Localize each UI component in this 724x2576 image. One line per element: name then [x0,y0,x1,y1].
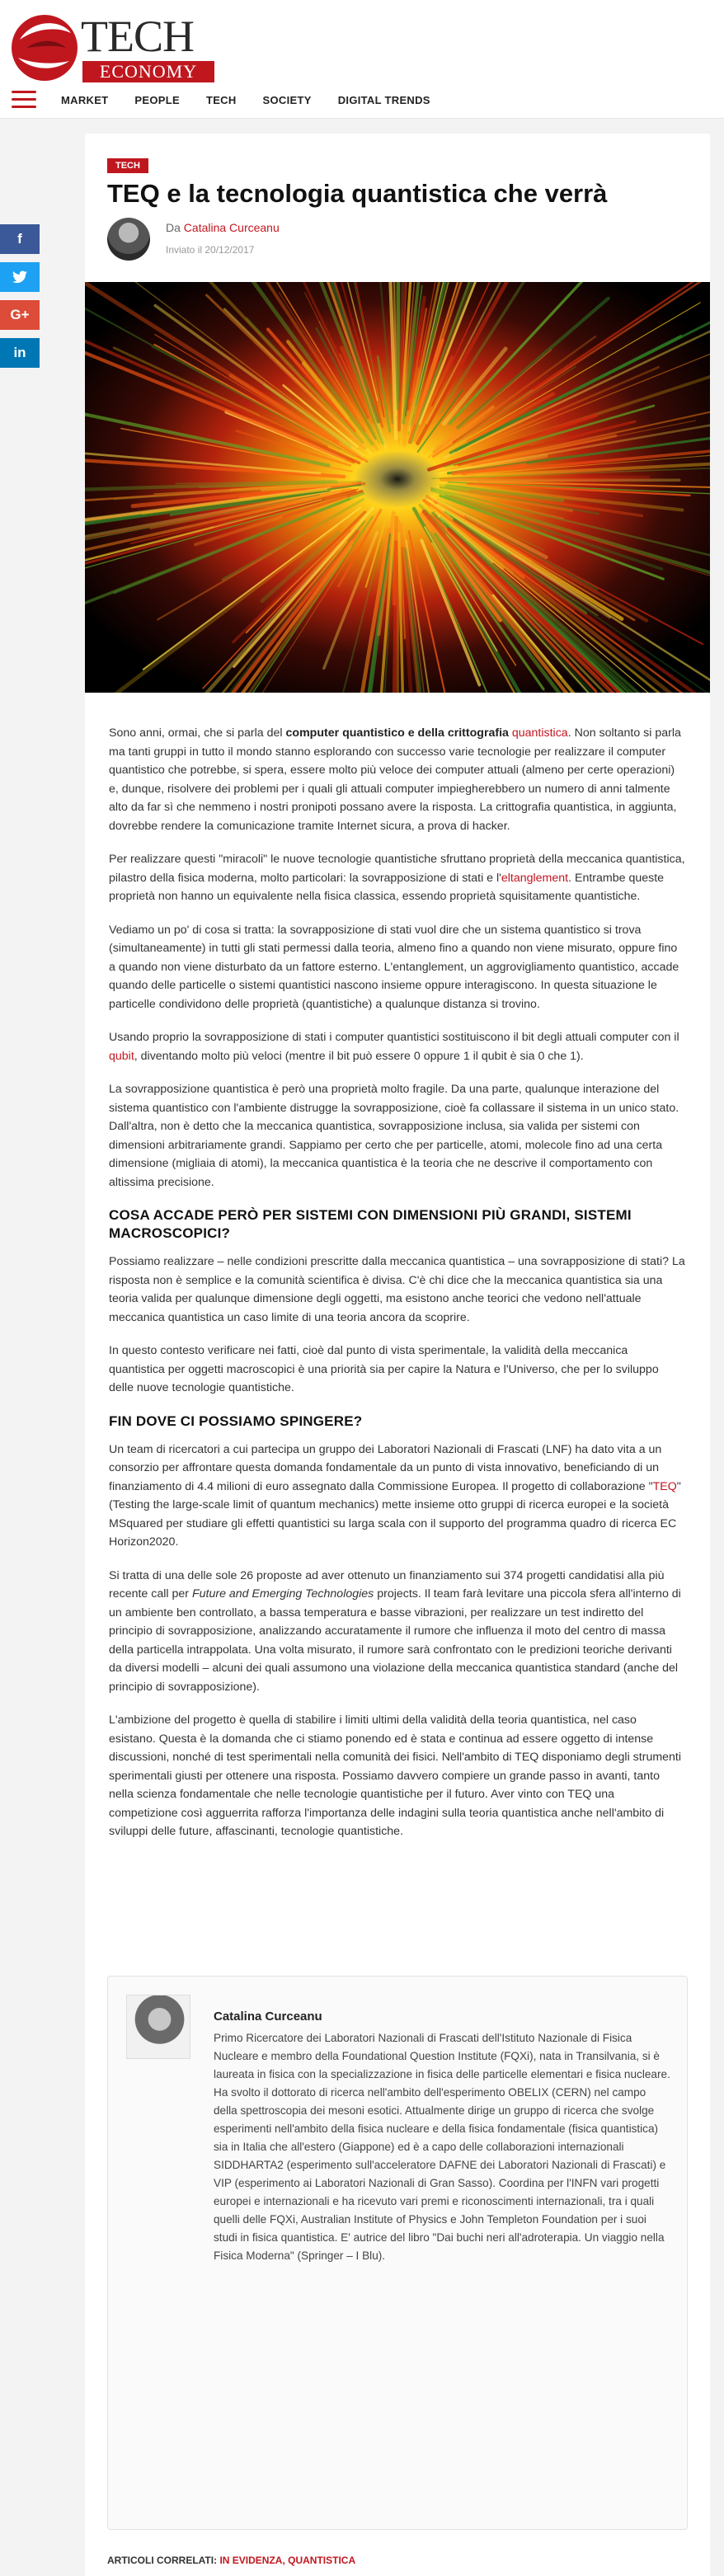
social-share-bar [0,224,40,376]
bio-text: Primo Ricercatore dei Laboratori Nazionali di Frascati dell'Istituto Nazionale di Fisica Nucleare e membro della Foundational Question Institute (FQXi), nata in Transilvania, si è laureata in fisica con la specializzazione in fisica delle particelle elementari e fisica nucleare. Ha svolto il dottorato di ricerca nell'ambito dell'esperimento OBELIX (CERN) nel campo della spettroscopia dei mesoni esotici. Attualmente dirige un gruppo di ricerca che svolge esperimenti nell'ambito della fisica nucleare e della fisica fondamentale (fisica quantistica) sia in Italia che all'estero (Giappone) ed è a capo delle collaborazioni internazionali SIDDHARTA2 (esperimento sull'acceleratore DAFNE dei Laboratori Nazionali di Frascati) e VIP (esperimento ai Laboratori Nazionali di Gran Sasso). Coordina per l'INFN vari progetti europei e internazionali e ha ricevuto vari premi e riconoscimenti internazionali, tra i quali quelli delle FQXi, Australian Institute of Physics e John Templeton Foundation per i suoi studi in fisica quantistica. E' autrice del libro "Dai buchi neri all'adroterapia. Un viaggio nella Fisica Moderna" (Springer – I Blu). [214,2032,670,2262]
paragraph: La sovrapposizione quantistica è però una proprietà molto fragile. Da una parte, qualunque interazione del sistema quantistico con l'ambiente distrugge la sovrapposizione, cioè fa collassare il sistema in un unico stato. Dall'altra, non è detto che la meccanica quantistica, sovrapposizione inclusa, sia valida per sistemi con dimensioni arbitrariamente grandi. Sappiamo per certo che per particelle, atomi, molecole fino ad una certa dimensione (migliaia di atomi), la meccanica quantistica è la teoria che ne descrive il comportamento con altissima precisione. [109,1083,679,1189]
author-link[interactable]: Catalina Curceanu [183,221,280,234]
paragraph: L'ambizione del progetto è quella di stabilire i limiti ultimi della validità della teoria quantistica, nel caso esistano. Questa è la domanda che ci stiamo ponendo ed è stata e continua ad essere oggetto di intense discussioni, nonché di test sperimentali nella comunità dei fisici. Nell'ambito di TEQ disponiamo degli strumenti sperimentali giusti per ottenere una risposta. Possiamo davvero compiere un grande passo in avanti, tanto nella scienza fondamentale che nelle tecnologie quantistiche per il futuro. Aver vinto con TEQ una competizione così agguerrita rafforza l'importanza delle indagini sulla teoria quantistica anche nell'ambito di sviluppi delle future, affascinanti, tecnologie quantistiche. [109,1713,682,1838]
nav-item-society[interactable]: SOCIETY [262,94,312,106]
hero-image [85,282,710,693]
facebook-icon[interactable]: f [0,224,40,254]
twitter-icon[interactable] [0,262,40,292]
logo-mark [12,15,78,81]
article-title: TEQ e la tecnologia quantistica che verrà [107,179,608,208]
article-card [85,134,710,2576]
related-links[interactable]: IN EVIDENZA, QUANTISTICA [219,2555,356,2566]
paragraph: Possiamo realizzare – nelle condizioni prescritte dalla meccanica quantistica – una sovrapposizione di stati? La risposta non è semplice e la comunità scientifica è divisa. C'è chi dice che la meccanica quantistica sia una teoria valida per qualunque dimensione degli oggetti, ma esistono anche teorici che vedono nell'attuale meccanica quantistica un caso limite di una teoria ancora da scoprire. [109,1255,685,1324]
paragraph: Usando proprio la sovrapposizione di stati i computer quantistici sostituiscono il bit degli attuali computer con il qubit, diventando molto più veloci (mentre il bit può essere 0 oppure 1 il qubit è sia 0 che 1). [109,1031,679,1063]
menu-icon[interactable] [12,91,38,110]
nav-item-tech[interactable]: TECH [205,94,237,106]
paragraph: In questo contesto verificare nei fatti, cioè dal punto di vista sperimentale, la validità della meccanica quantistica per oggetti macroscopici è una priorità sia per capire la Natura e l'Universo, che per lo sviluppo delle nuove tecnologie quantistiche. [109,1344,659,1394]
nav-item-market[interactable]: MARKET [61,94,109,106]
hero-burst-graphic [85,282,710,693]
byline-prefix: Da [166,221,181,234]
article-body [109,724,686,1856]
link-quantistica[interactable]: quantistica [511,726,568,740]
section-heading: COSA ACCADE PERÒ PER SISTEMI CON DIMENSIONI PIÙ GRANDI, SISTEMI MACROSCOPICI? [109,1207,632,1241]
post-date: Inviato il 20/12/2017 [166,244,255,256]
paragraph: Sono anni, ormai, che si parla del computer quantistico e della crittografia quantistica. Non soltanto si parla ma tanti gruppi in tutto il mondo stanno esplorando con successo varie tecnologie per realizzare il computer quantistico che potrebbe, si spera, essere molto più veloce dei computer attuali (almeno per certe operazioni) e, dunque, risolvere dei problemi per i quali gli attuali computer impiegherebbero un numero di anni talmente alto da far sì che nemmeno i nostri pronipoti possano avere la risposta. La crittografia quantistica, in aggiunta, dovrebbe rendere la comunicazione tramite Internet sicura, a prova di hacker. [109,726,681,833]
author-bio-box [107,1976,688,2530]
author-avatar[interactable] [107,218,150,261]
link-qubit[interactable]: qubit [109,1049,134,1063]
category-tag[interactable]: TECH [107,158,148,173]
nav-item-people[interactable]: PEOPLE [134,94,180,106]
related-label: ARTICOLI CORRELATI: [107,2555,218,2566]
paragraph: Vediamo un po' di cosa si tratta: la sovrapposizione di stati vuol dire che un sistema quantistico si trova (simultaneamente) in tutti gli stati permessi dalla teoria, almeno fino a quando non viene misurato, oppure fino a quando non viene disturbato da un fattore esterno. L'entanglement, un aggrovigliamento quantistico, accade quando delle particelle o sistemi quantistici nascono insieme oppure interagiscono. In questa situazione le particelle condividono delle proprietà (quantistiche) a qualunque distanza si trovino. [109,923,679,1011]
site-header [0,0,724,119]
linkedin-icon[interactable]: in [0,338,40,368]
paragraph: Per realizzare questi "miracoli" le nuove tecnologie quantistiche sfruttano proprietà della meccanica quantistica, pilastro della fisica moderna, molto particolari: la sovrapposizione di stati e l'eltanglement. Entrambe queste proprietà non hanno un equivalente nella fisica classica, essendo proprietà squisitamente quantistiche. [109,853,685,903]
byline [166,221,280,234]
google-plus-icon[interactable]: G+ [0,300,40,330]
bio-avatar[interactable] [126,1995,190,2059]
site-logo[interactable] [12,13,209,81]
logo-text-top: TECH [81,12,194,61]
paragraph: Un team di ricercatori a cui partecipa un gruppo dei Laboratori Nazionali di Frascati (LNF) ha dato vita a un consorzio per affrontare questa domanda fondamentale da un punto di vista innovativo, beneficiando di un finanziamento di 4.4 milioni di euro assegnato dalla Commissione Europea. Il progetto di collaborazione "TEQ" (Testing the large-scale limit of quantum mechanics) mette insieme otto gruppi di ricerca europei e la società MSquared per studiare gli effetti quantistici su larga scala con il supporto del programma quadro di ricerca EC Horizon2020. [109,1442,681,1549]
paragraph: Si tratta di una delle sole 26 proposte ad aver ottenuto un finanziamento sui 374 progetti candidatisi alla più recente call per Future and Emerging Technologies projects. Il team farà levitare una piccola sfera all'interno di un ambiente ben controllato, a bassa temperatura e basse vibrazioni, per realizzare un test indiretto del principio di sovrapposizione, analizzando accuratamente il rumore che influenza il moto del centro di massa della particella intrappolata. Una volta misurato, il rumore sarà confrontato con le predizioni teoriche derivanti da diversi modelli – alcuni dei quali assumono una violazione della meccanica quantistica standard (anche del principio di sovrapposizione). [109,1568,681,1694]
related-articles [107,2555,355,2566]
link-teq[interactable]: TEQ [652,1479,677,1493]
logo-text-bottom: ECONOMY [82,61,214,82]
main-nav [61,92,457,109]
link-entanglement[interactable]: eltanglement [501,871,569,885]
bio-author-name[interactable]: Catalina Curceanu [214,2010,322,2024]
nav-item-digital-trends[interactable]: DIGITAL TRENDS [337,94,430,106]
section-heading: FIN DOVE CI POSSIAMO SPINGERE? [109,1413,363,1429]
